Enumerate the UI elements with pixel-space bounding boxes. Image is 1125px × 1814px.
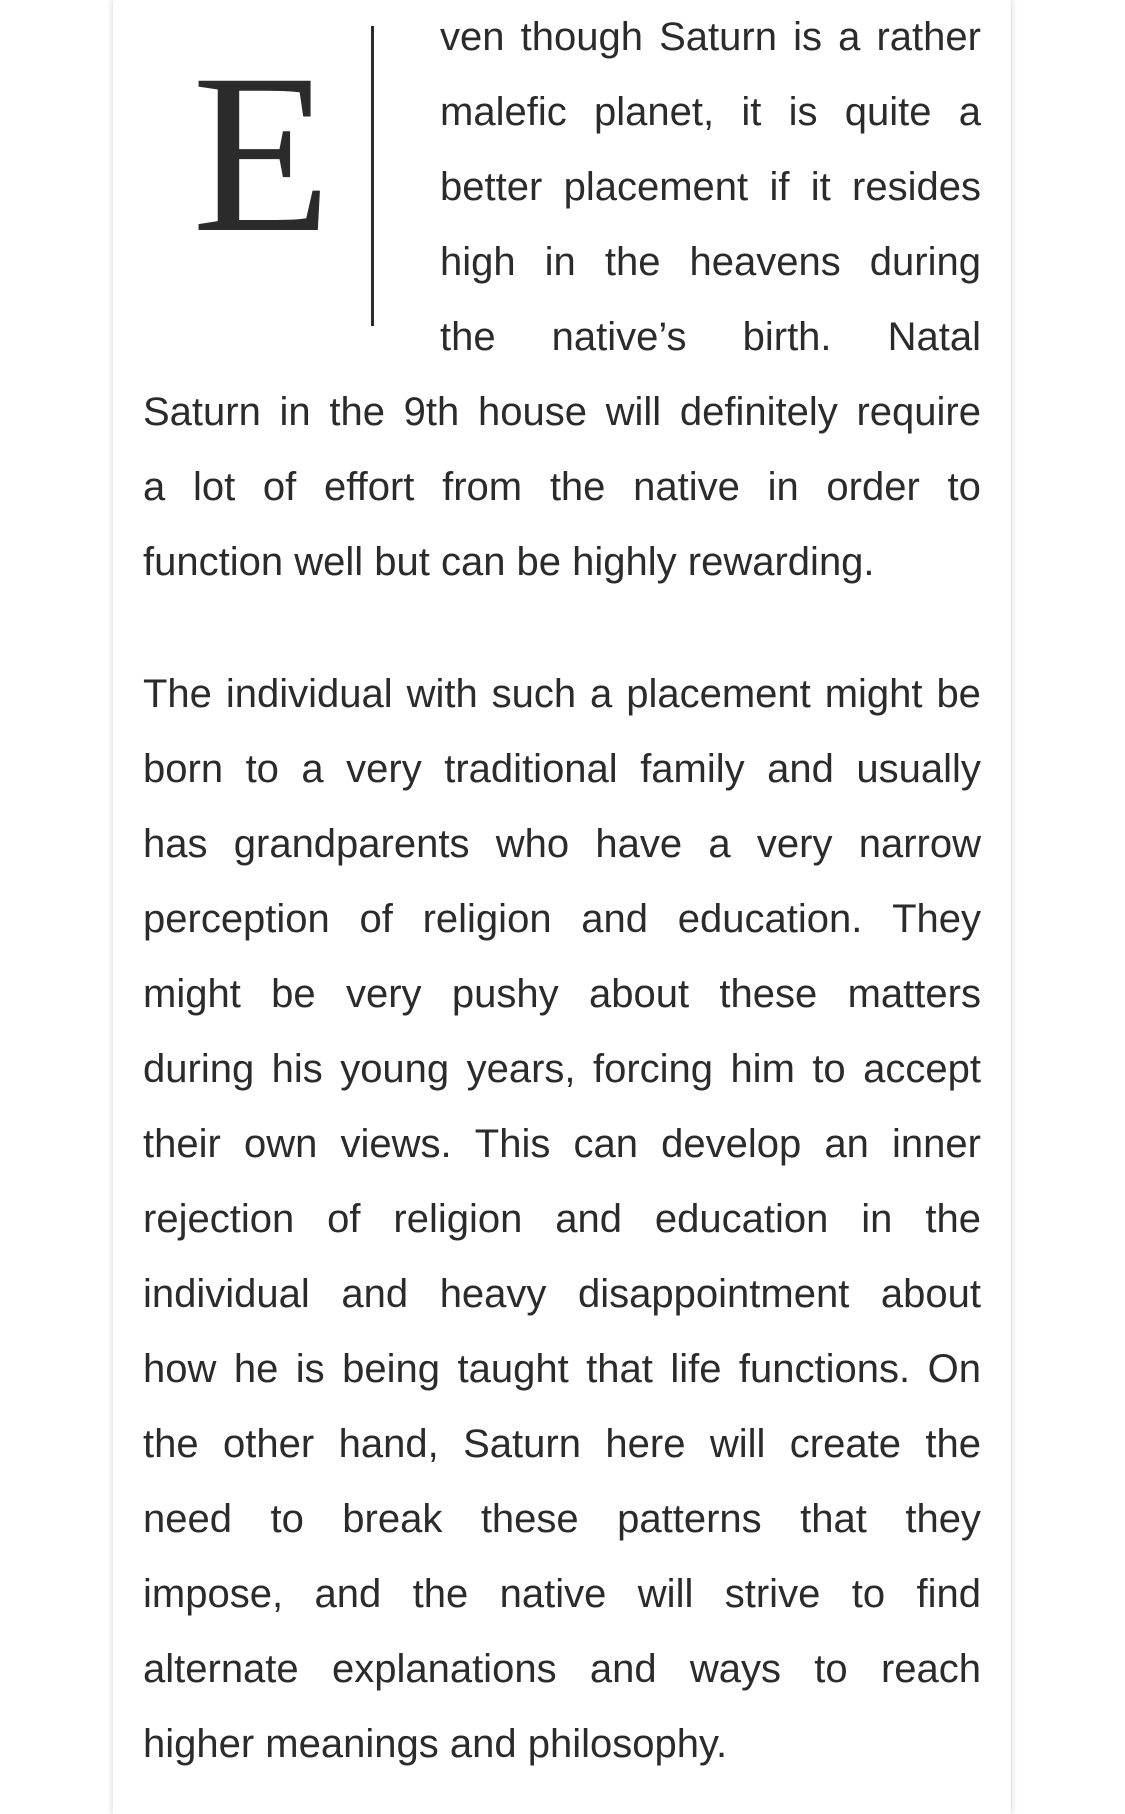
word: narrow <box>858 822 981 866</box>
word: his <box>271 1047 323 1091</box>
word: how <box>143 1347 217 1391</box>
text-line <box>143 1482 981 1557</box>
word: 9th <box>403 390 460 434</box>
word: in <box>544 240 576 284</box>
text-line <box>143 657 981 732</box>
word: and <box>555 1197 622 1241</box>
word: usually <box>856 747 981 791</box>
word: This <box>474 1122 551 1166</box>
text-line <box>440 225 981 300</box>
text-line <box>143 882 981 957</box>
word: very <box>346 747 422 791</box>
word: placement <box>626 672 811 716</box>
word: will <box>605 390 662 434</box>
word: Saturn <box>659 15 777 59</box>
word: ways <box>689 1647 782 1691</box>
word: matters <box>847 972 981 1016</box>
word: a <box>590 672 613 716</box>
word: of <box>359 897 393 941</box>
paragraph-1 <box>143 0 981 600</box>
text-line <box>143 1257 981 1332</box>
word: years, <box>466 1047 576 1091</box>
word: might <box>824 672 923 716</box>
word: views. <box>340 1122 452 1166</box>
word: and <box>767 747 834 791</box>
text-line <box>440 0 981 75</box>
word: forcing <box>592 1047 714 1091</box>
word: to <box>270 1497 304 1541</box>
word: a <box>838 15 861 59</box>
word: born <box>143 747 224 791</box>
word: definitely <box>679 390 838 434</box>
text-line <box>143 957 981 1032</box>
word: require <box>856 390 981 434</box>
word: develop <box>661 1122 802 1166</box>
word: will <box>637 1572 694 1616</box>
word: to <box>814 1647 848 1691</box>
word: native’s <box>551 315 687 359</box>
text-line <box>143 1632 981 1707</box>
word: it <box>741 90 762 134</box>
word: the <box>925 1422 981 1466</box>
word: resides <box>852 165 981 209</box>
word: though <box>520 15 643 59</box>
word: better <box>440 165 543 209</box>
text-line <box>143 1407 981 1482</box>
word: in <box>767 465 799 509</box>
word: an <box>824 1122 869 1166</box>
word: who <box>495 822 570 866</box>
text-line <box>143 375 981 450</box>
word: about <box>880 1272 981 1316</box>
word: native <box>499 1572 607 1616</box>
word: reach <box>880 1647 981 1691</box>
word: strive <box>724 1572 821 1616</box>
word: need <box>143 1497 232 1541</box>
word: to <box>947 465 981 509</box>
word: education. <box>677 897 863 941</box>
word: the <box>925 1197 981 1241</box>
word: impose, <box>143 1572 284 1616</box>
word: such <box>491 672 577 716</box>
word: has <box>143 822 208 866</box>
word: inner <box>892 1122 981 1166</box>
word: is <box>788 90 818 134</box>
drop-cap-divider <box>371 26 374 326</box>
word: life <box>670 1347 722 1391</box>
text-line <box>440 75 981 150</box>
word: the <box>604 240 661 284</box>
word: birth. <box>742 315 832 359</box>
word: break <box>342 1497 443 1541</box>
word: of <box>262 465 297 509</box>
word: if <box>769 165 790 209</box>
word: taught <box>457 1347 569 1391</box>
word: hand, <box>338 1422 439 1466</box>
word: education <box>654 1197 829 1241</box>
word: and <box>314 1572 382 1616</box>
word: to <box>812 1047 846 1091</box>
word: very <box>345 972 422 1016</box>
text-line <box>143 450 981 525</box>
word: placement <box>563 165 749 209</box>
word: The <box>143 672 212 716</box>
word: find <box>916 1572 981 1616</box>
word: the <box>549 465 606 509</box>
word: explanations <box>331 1647 557 1691</box>
word: in <box>861 1197 893 1241</box>
word: that <box>586 1347 653 1391</box>
word: they <box>905 1497 981 1541</box>
word: a <box>301 747 324 791</box>
word: these <box>719 972 818 1016</box>
text-line <box>143 1032 981 1107</box>
word: is <box>295 1347 325 1391</box>
word: native <box>633 465 740 509</box>
word: he <box>233 1347 279 1391</box>
word: Natal <box>887 315 981 359</box>
word: They <box>892 897 981 941</box>
word: about <box>588 972 690 1016</box>
word: a <box>143 465 166 509</box>
word: effort <box>323 465 415 509</box>
word: a <box>708 822 731 866</box>
word: rather <box>876 15 981 59</box>
word: their <box>143 1122 221 1166</box>
text-line: function well but can be highly rewarding. <box>143 540 875 584</box>
word: have <box>595 822 683 866</box>
word: being <box>342 1347 441 1391</box>
word: very <box>756 822 833 866</box>
word: On <box>927 1347 981 1391</box>
word: and <box>589 1647 657 1691</box>
word: Saturn <box>463 1422 581 1466</box>
text-line <box>143 1107 981 1182</box>
word: rejection <box>143 1197 295 1241</box>
word: create <box>789 1422 901 1466</box>
word: order <box>826 465 920 509</box>
word: with <box>406 672 478 716</box>
word: high <box>440 240 516 284</box>
text-line: higher meanings and philosophy. <box>143 1722 728 1766</box>
word: heavens <box>689 240 841 284</box>
text-line <box>143 1557 981 1632</box>
text-line <box>440 300 981 375</box>
word: be <box>271 972 316 1016</box>
word: during <box>869 240 981 284</box>
word: the <box>412 1572 469 1616</box>
word: own <box>243 1122 318 1166</box>
word: quite <box>844 90 932 134</box>
word: the <box>143 1422 199 1466</box>
word: be <box>936 672 981 716</box>
word: and <box>341 1272 409 1316</box>
drop-cap-letter: E <box>192 28 332 280</box>
word: ven <box>440 15 505 59</box>
word: is <box>793 15 822 59</box>
word: individual <box>143 1272 310 1316</box>
word: grandparents <box>233 822 470 866</box>
word: religion <box>422 897 552 941</box>
word: heavy <box>439 1272 547 1316</box>
word: functions. <box>738 1347 911 1391</box>
word: will <box>709 1422 766 1466</box>
word: family <box>640 747 745 791</box>
word: that <box>800 1497 867 1541</box>
word: during <box>143 1047 255 1091</box>
text-line <box>440 150 981 225</box>
text-line <box>143 807 981 882</box>
word: accept <box>863 1047 981 1091</box>
word: a <box>958 90 981 134</box>
word: house <box>477 390 587 434</box>
word: alternate <box>143 1647 299 1691</box>
word: traditional <box>444 747 618 791</box>
word: religion <box>393 1197 523 1241</box>
word: of <box>327 1197 361 1241</box>
word: perception <box>143 897 330 941</box>
word: can <box>573 1122 638 1166</box>
word: him <box>730 1047 795 1091</box>
word: malefic <box>440 90 567 134</box>
article-body <box>143 0 981 1766</box>
word: other <box>223 1422 315 1466</box>
word: these <box>480 1497 579 1541</box>
word: planet, <box>593 90 715 134</box>
text-line <box>143 1182 981 1257</box>
word: disappointment <box>578 1272 850 1316</box>
word: individual <box>225 672 393 716</box>
word: the <box>329 390 385 434</box>
word: and <box>581 897 649 941</box>
word: might <box>143 972 241 1016</box>
word: the <box>440 315 496 359</box>
word: patterns <box>617 1497 762 1541</box>
word: lot <box>192 465 236 509</box>
word: from <box>442 465 523 509</box>
word: young <box>340 1047 450 1091</box>
word: pushy <box>451 972 559 1016</box>
drop-cap <box>143 0 373 330</box>
word: Saturn <box>143 390 261 434</box>
text-line <box>143 732 981 807</box>
word: to <box>851 1572 886 1616</box>
word: it <box>810 165 831 209</box>
text-line <box>143 1332 981 1407</box>
word: here <box>605 1422 686 1466</box>
word: to <box>245 747 279 791</box>
word: in <box>279 390 311 434</box>
